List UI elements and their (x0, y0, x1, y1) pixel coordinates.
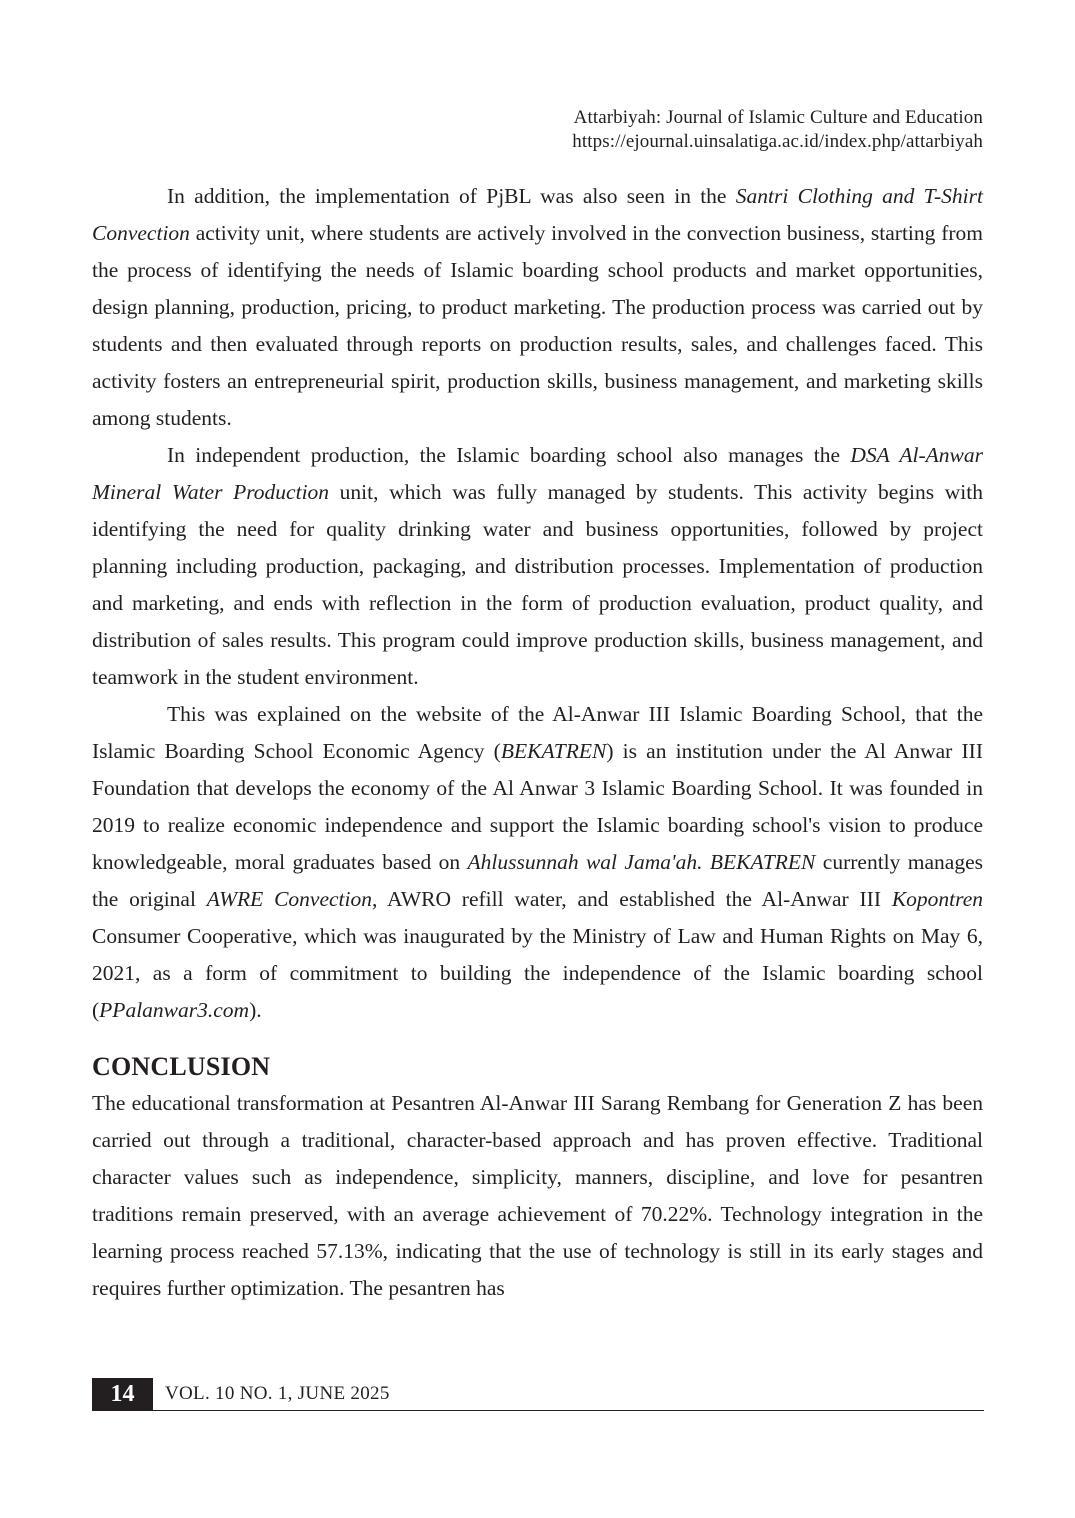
article-body (92, 178, 983, 1307)
paragraph-convection: In addition, the implementation of PjBL was also seen in the Santri Clothing and T-Shirt Convection activity unit, where students are actively involved in the convection business, starting from the process of identifying the needs of Islamic boarding school products and market opportunities, design planning, production, pricing, to product marketing. The production process was carried out by students and then evaluated through reports on production results, sales, and challenges faced. This activity fosters an entrepreneurial spirit, production skills, business management, and marketing skills among students. (92, 184, 983, 430)
running-header (572, 106, 983, 154)
page-footer (92, 1378, 984, 1411)
paragraph-bekatren: This was explained on the website of the Al-Anwar III Islamic Boarding School, that the Islamic Boarding School Economic Agency (BEKATREN) is an institution under the Al Anwar III Foundation that develops the economy of the Al Anwar 3 Islamic Boarding School. It was founded in 2019 to realize economic independence and support the Islamic boarding school's vision to produce knowledgeable, moral graduates based on Ahlussunnah wal Jama'ah. BEKATREN currently manages the original AWRE Convection, AWRO refill water, and established the Al-Anwar III Kopontren Consumer Cooperative, which was inaugurated by the Ministry of Law and Human Rights on May 6, 2021, as a form of commitment to building the independence of the Islamic boarding school (PPalanwar3.com). (92, 702, 984, 1022)
page-number: 14 (92, 1378, 153, 1410)
volume-info: VOL. 10 NO. 1, JUNE 2025 (165, 1383, 390, 1404)
paragraph-mineral-water: In independent production, the Islamic boarding school also manages the DSA Al-Anwar Mineral Water Production unit, which was fully managed by students. This activity begins with identifying the need for quality drinking water and business opportunities, followed by project planning including production, packaging, and distribution processes. Implementation of production and marketing, and ends with reflection in the form of production evaluation, product quality, and distribution of sales results. This program could improve production skills, business management, and teamwork in the student environment. (92, 443, 984, 689)
journal-title: Attarbiyah: Journal of Islamic Culture and Education (573, 107, 983, 128)
journal-url[interactable]: https://ejournal.uinsalatiga.ac.id/index.php/attarbiyah (572, 131, 983, 152)
conclusion-heading: CONCLUSION (92, 1052, 271, 1081)
paragraph-conclusion: The educational transformation at Pesantren Al-Anwar III Sarang Rembang for Generation Z has been carried out through a traditional, character-based approach and has proven effective. Traditional character values such as independence, simplicity, manners, discipline, and love for pesantren traditions remain preserved, with an average achievement of 70.22%. Technology integration in the learning process reached 57.13%, indicating that the use of technology is still in its early stages and requires further optimization. The pesantren has (92, 1091, 983, 1300)
